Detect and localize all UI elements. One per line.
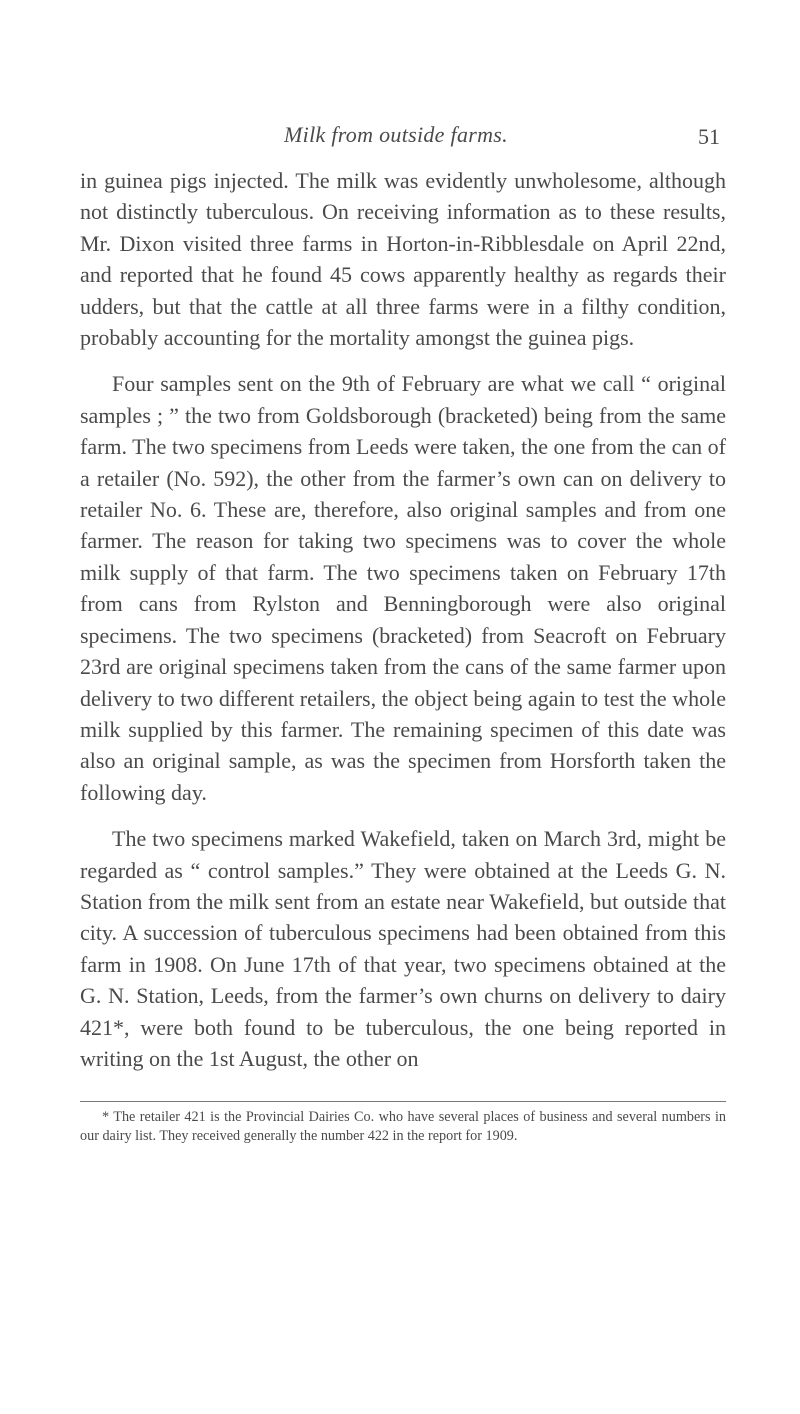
footnote <box>80 1108 726 1145</box>
paragraph-original-samples: Four samples sent on the 9th of February are what we call “ original samples ; ” the two from Goldsborough (bracketed) being from the same farm. The two specimens from Leeds were taken, the one from the can of a retailer (No. 592), the other from the farmer’s own can on delivery to retailer No. 6. These are, therefore, also original samples and from one farmer. The reason for taking two specimens was to cover the whole milk supply of that farm. The two specimens taken on February 17th from cans from Rylston and Benningborough were also original specimens. The two specimens (bracketed) from Seacroft on February 23rd are original specimens taken from the cans of the same farmer upon delivery to two different retailers, the object being again to test the whole milk supplied by this farmer. The remaining specimen of this date was also an original sample, as was the specimen from Horsforth taken the following day. <box>80 371 726 805</box>
paragraph-wakefield-control: The two specimens marked Wakefield, taken on March 3rd, might be regarded as “ control samples.” They were obtained at the Leeds G. N. Station from the milk sent from an estate near Wakefield, but outside that city. A succession of tuberculous specimens had been obtained from this farm in 1908. On June 17th of that year, two specimens obtained at the G. N. Station, Leeds, from the farmer’s own churns on delivery to dairy 421*, were both found to be tuberculous, the one being reported in writing on the 1st August, the other on <box>80 826 726 1071</box>
page-number: 51 <box>698 124 720 149</box>
running-head: Milk from outside farms. <box>284 122 508 147</box>
footnote-divider <box>80 1101 726 1102</box>
paragraph-continuation: in guinea pigs injected. The milk was evidently unwholesome, although not distinctly tuberculous. On receiving information as to these results, Mr. Dixon visited three farms in Horton-in-Ribblesdale on April 22nd, and reported that he found 45 cows apparently healthy as regards their udders, but that the cattle at all three farms were in a filthy condition, probably accounting for the mortality amongst the guinea pigs. <box>80 168 726 351</box>
footnote-text: * The retailer 421 is the Provincial Dairies Co. who have several places of business and several numbers in our dairy list. They received generally the number 422 in the report for 1909. <box>80 1109 726 1144</box>
body-text <box>80 165 726 1074</box>
